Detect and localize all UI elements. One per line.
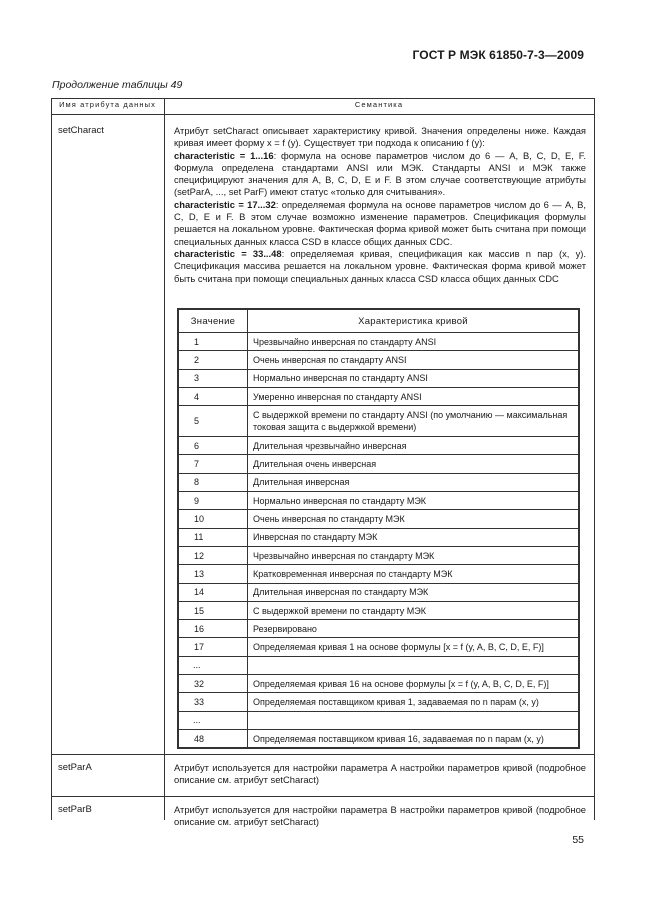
table-row [179, 369, 579, 387]
curve-value: 2 [179, 351, 248, 369]
table-row [179, 455, 579, 473]
table-border-right [594, 98, 595, 820]
table-row [179, 406, 579, 437]
curve-value: 6 [179, 437, 248, 455]
table-row [179, 492, 579, 510]
curve-value: ... [179, 656, 248, 674]
curve-characteristic: Инверсная по стандарту МЭК [248, 528, 579, 546]
table-row [179, 333, 579, 351]
table-row [179, 473, 579, 491]
curve-value: 4 [179, 387, 248, 405]
range-description: : формула на основе параметров числом до 6 — A, B, C, D, E, F. Формула определена стандартами ANSI или МЭК. Стандарты ANSI и МЭК также специфицируют значения для A, B, C, D, E и F. В этом случае соответствующие атрибуты (setParA, ..., set ParF) имеют статус «только для считывания». [174, 149, 586, 198]
curve-value: 14 [179, 583, 248, 601]
curve-characteristic: Длительная инверсная по стандарту МЭК [248, 583, 579, 601]
curve-value: 8 [179, 473, 248, 491]
curve-characteristic: Резервировано [248, 620, 579, 638]
column-header-characteristic: Характеристика кривой [248, 310, 579, 333]
table-row [179, 656, 579, 674]
range-label: characteristic = 17...32 [174, 198, 276, 210]
curve-value: 48 [179, 729, 248, 747]
header-divider [51, 114, 595, 115]
attribute-name: setParA [58, 762, 92, 773]
curve-characteristic: Длительная чрезвычайно инверсная [248, 437, 579, 455]
attribute-table [51, 98, 595, 828]
table-row [179, 510, 579, 528]
curve-value: 9 [179, 492, 248, 510]
curve-characteristic: Определяемая кривая 16 на основе формулы [x = f (y, A, B, C, D, E, F)] [248, 675, 579, 693]
row-divider [51, 796, 595, 797]
table-row [179, 638, 579, 656]
curve-characteristic: Нормально инверсная по стандарту ANSI [248, 369, 579, 387]
document-header: ГОСТ Р МЭК 61850-7-3—2009 [412, 48, 584, 62]
column-header-semantics: Семантика [354, 100, 404, 109]
curve-characteristic: Определяемая кривая 1 на основе формулы [x = f (y, A, B, C, D, E, F)] [248, 638, 579, 656]
intro-text: Атрибут setCharact описывает характеристику кривой. Значения определены ниже. Каждая кривая имеет форму x = f (y). Существует три подхода к описанию f (y): [174, 125, 586, 149]
curve-characteristic: Кратковременная инверсная по стандарту МЭК [248, 565, 579, 583]
table-border-top [51, 98, 595, 99]
curve-characteristic: Нормально инверсная по стандарту МЭК [248, 492, 579, 510]
curve-value: 5 [179, 406, 248, 437]
curve-characteristic: Длительная инверсная [248, 473, 579, 491]
curve-characteristic: Очень инверсная по стандарту ANSI [248, 351, 579, 369]
table-row [179, 387, 579, 405]
attribute-name: setParB [58, 804, 92, 815]
curve-value: 12 [179, 546, 248, 564]
curve-characteristic: Чрезвычайно инверсная по стандарту МЭК [248, 546, 579, 564]
row-divider [51, 754, 595, 755]
curve-value: 1 [179, 333, 248, 351]
curve-characteristic: Умеренно инверсная по стандарту ANSI [248, 387, 579, 405]
curve-value: 17 [179, 638, 248, 656]
curve-value: ... [179, 711, 248, 729]
attribute-name: setCharact [58, 125, 104, 136]
curve-characteristic: Определяемая поставщиком кривая 1, задаваемая по n парам (x, y) [248, 693, 579, 711]
curve-value: 11 [179, 528, 248, 546]
table-row [179, 437, 579, 455]
table-row [179, 711, 579, 729]
table-border-left [51, 98, 52, 820]
table-row [179, 601, 579, 619]
column-header-attribute: Имя атрибута данных [59, 100, 156, 109]
curve-characteristic: С выдержкой времени по стандарту ANSI (по умолчанию — максимальная токовая защита с выдержкой времени) [248, 406, 579, 437]
curve-characteristic: Определяемая поставщиком кривая 16, задаваемая по n парам (x, y) [248, 729, 579, 747]
curve-value: 33 [179, 693, 248, 711]
curve-characteristic: Очень инверсная по стандарту МЭК [248, 510, 579, 528]
table-row [179, 546, 579, 564]
table-row [179, 351, 579, 369]
curve-value: 32 [179, 675, 248, 693]
semantics-text [174, 125, 586, 285]
table-row [179, 729, 579, 747]
curve-value: 7 [179, 455, 248, 473]
table-row [179, 583, 579, 601]
curve-characteristic: С выдержкой времени по стандарту МЭК [248, 601, 579, 619]
curve-value: 15 [179, 601, 248, 619]
table-row [179, 528, 579, 546]
table-row [179, 675, 579, 693]
curve-value: 16 [179, 620, 248, 638]
column-header-value: Значение [179, 310, 248, 333]
curve-characteristic: Длительная очень инверсная [248, 455, 579, 473]
curve-characteristic: Чрезвычайно инверсная по стандарту ANSI [248, 333, 579, 351]
column-divider [164, 98, 165, 820]
curve-value: 3 [179, 369, 248, 387]
semantics-text: Атрибут используется для настройки параметра B настройки параметров кривой (подробное описание см. атрибут setCharact) [174, 804, 586, 828]
curve-characteristic-table [177, 308, 580, 749]
range-label: characteristic = 1...16 [174, 149, 274, 161]
semantics-text: Атрибут используется для настройки параметра A настройки параметров кривой (подробное описание см. атрибут setCharact) [174, 762, 586, 786]
table-row [179, 565, 579, 583]
range-description: : определяемая кривая, спецификация как массив n пар (x, y). Спецификация массива решается на локальном уровне. Фактическая форма кривой может быть считана при помощи специальных данных класса CSD класса общих данных CDC [174, 247, 586, 284]
table-row [179, 620, 579, 638]
curve-characteristic [248, 656, 579, 674]
table-caption: Продолжение таблицы 49 [52, 79, 183, 91]
range-label: characteristic = 33...48 [174, 247, 282, 259]
curve-characteristic [248, 711, 579, 729]
curve-value: 13 [179, 565, 248, 583]
table-row [179, 693, 579, 711]
curve-value: 10 [179, 510, 248, 528]
page-number: 55 [572, 834, 584, 846]
range-description: : определяемая формула на основе параметров числом до 6 — A, B, C, D, E и F. В этом случае возможно изменение параметров. Спецификация формулы решается на локальном уровне. Фактическая форма кривой может быть считана при помощи специальных данных класса CSD в классе общих данных CDC. [174, 198, 586, 247]
